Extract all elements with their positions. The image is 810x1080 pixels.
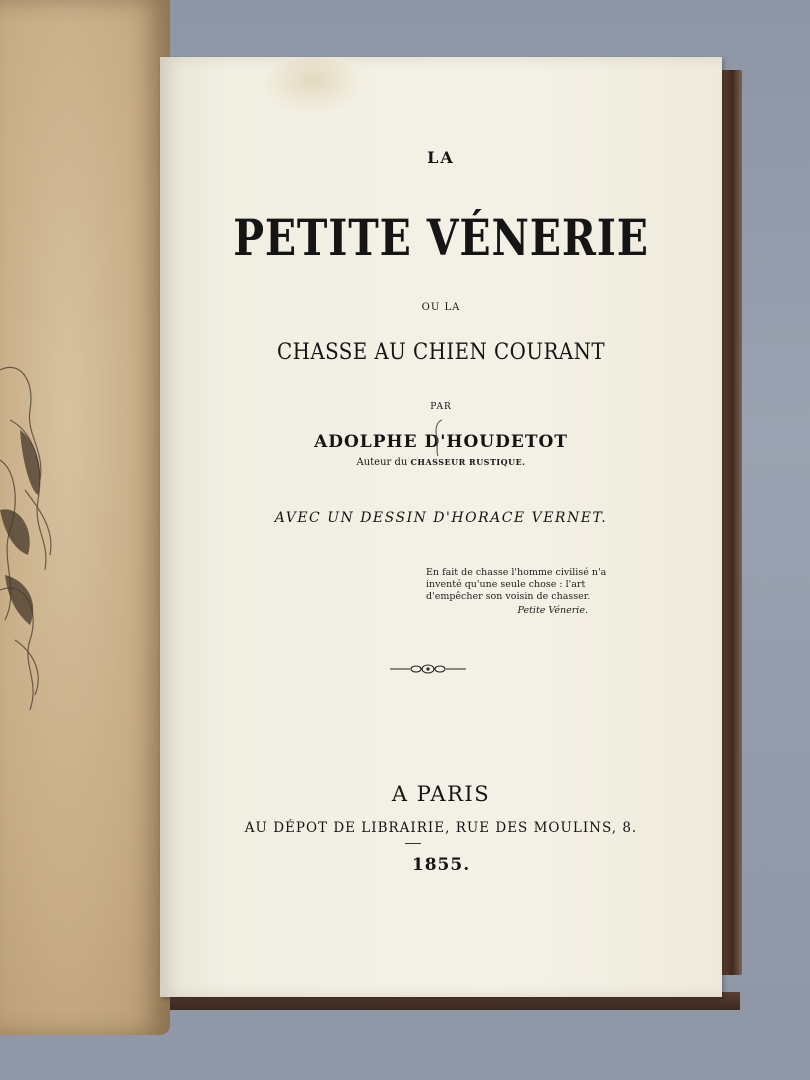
author-note-work: CHASSEUR RUSTIQUE. <box>410 457 526 467</box>
epigraph-text: En fait de chasse l'homme civilisé n'a inventé qu'une seule chose : l'art d'empêcher son voisin de chasser. <box>426 567 607 602</box>
publication-year: 1855. <box>411 855 471 875</box>
by-label: PAR <box>430 402 452 412</box>
book-subtitle: CHASSE AU CHIEN COURANT <box>277 340 605 365</box>
printer-ornament-icon <box>388 662 468 676</box>
book-title: PETITE VÉNERIE <box>233 208 649 267</box>
title-article: LA <box>427 148 455 167</box>
epigraph-source: Petite Vénerie. <box>517 605 588 616</box>
engraving-bleedthrough-icon <box>0 340 70 740</box>
year-rule <box>405 843 421 844</box>
publisher-line: AU DÉPOT DE LIBRAIRIE, RUE DES MOULINS, 8. <box>244 820 638 836</box>
author-note-prefix: Auteur du <box>356 457 408 468</box>
facing-flyleaf-page <box>0 0 170 1035</box>
title-connector: OU LA <box>421 302 461 313</box>
foxing-stain <box>263 58 363 113</box>
pencil-mark-icon <box>432 418 446 458</box>
epigraph <box>426 567 616 617</box>
author-note <box>160 457 722 468</box>
illustration-credit: AVEC UN DESSIN D'HORACE VERNET. <box>274 510 608 526</box>
author-name: ADOLPHE D'HOUDETOT <box>314 432 568 452</box>
publication-city: A PARIS <box>391 782 491 806</box>
